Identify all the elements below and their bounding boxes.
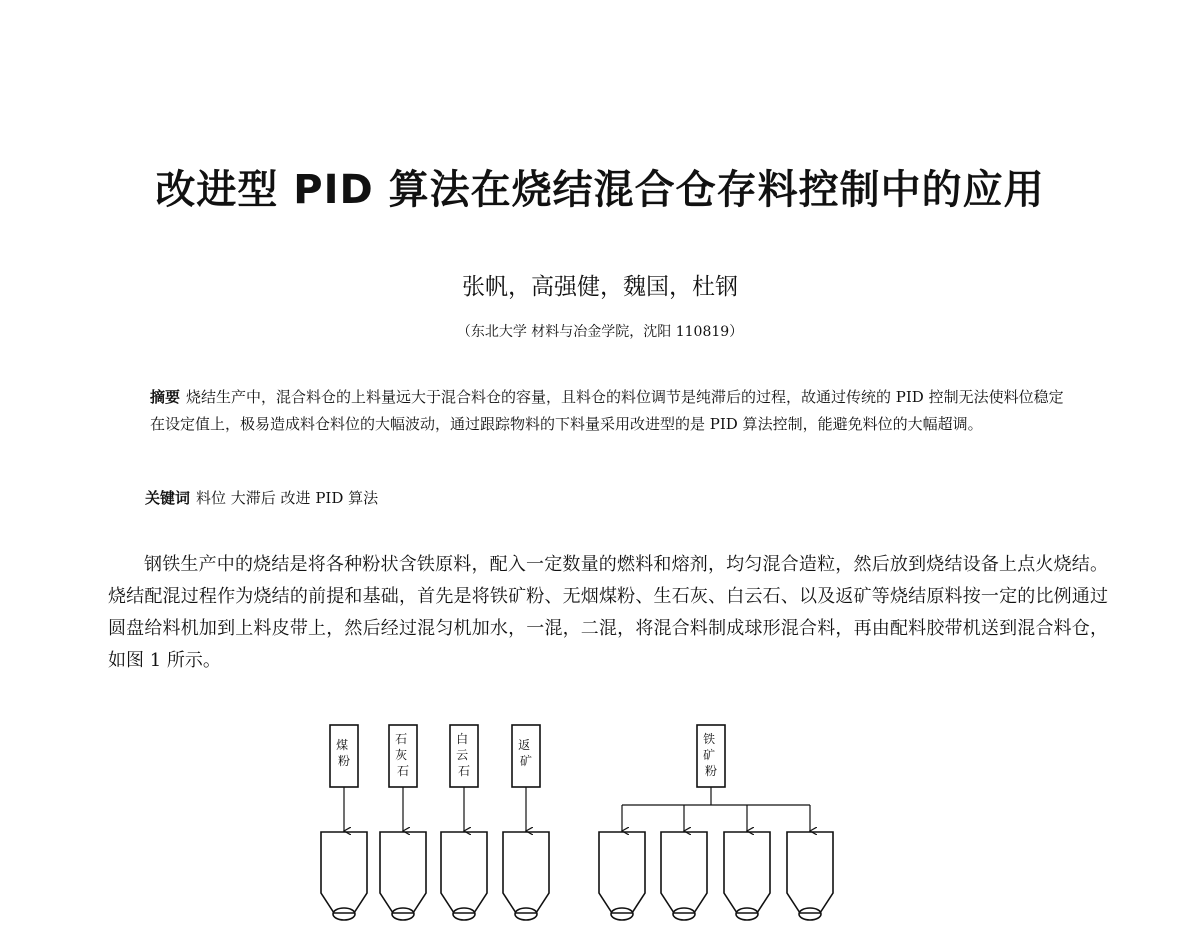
bins	[321, 832, 833, 920]
source-box-iron-ore	[697, 725, 725, 787]
keywords-text: 料位 大滞后 改进 PID 算法	[196, 489, 379, 507]
iron-ore-distribution	[622, 787, 810, 831]
figure-1	[300, 715, 860, 930]
source-box-dolomite	[450, 725, 478, 787]
bin-6	[661, 832, 707, 920]
bin-1	[321, 832, 367, 920]
source-label-return-ore: 返 矿	[518, 738, 533, 768]
bin-7	[724, 832, 770, 920]
authors: 张帆，高强健，魏国，杜钢	[462, 274, 738, 300]
affiliation: （东北大学 材料与冶金学院，沈阳 110819）	[456, 324, 744, 340]
keywords-label: 关键词	[145, 489, 191, 507]
bin-3	[441, 832, 487, 920]
source-label-limestone: 石 灰 石	[395, 732, 410, 778]
abstract	[150, 384, 1070, 438]
source-label-dolomite: 白 云 石	[456, 732, 471, 778]
keywords	[145, 486, 1065, 510]
source-label-iron-ore: 铁 矿 粉	[703, 732, 718, 778]
page-title: 改进型 PID 算法在烧结混合仓存料控制中的应用	[155, 167, 1045, 213]
source-box-return-ore	[512, 725, 540, 787]
bin-8	[787, 832, 833, 920]
source-box-coal	[330, 725, 358, 787]
source-box-limestone	[389, 725, 417, 787]
bin-2	[380, 832, 426, 920]
abstract-text: 烧结生产中，混合料仓的上料量远大于混合料仓的容量，且料仓的料位调节是纯滞后的过程，故通过传统的 PID 控制无法使料位稳定在设定值上，极易造成料仓料位的大幅波动，通过跟踪物料的下料量采用改进型的是 PID 算法控制，能避免料位的大幅超调。	[150, 388, 1064, 433]
material-flow-diagram	[300, 715, 860, 926]
abstract-label: 摘要	[150, 388, 181, 406]
bin-4	[503, 832, 549, 920]
body-paragraph: 钢铁生产中的烧结是将各种粉状含铁原料，配入一定数量的燃料和熔剂，均匀混合造粒，然后放到烧结设备上点火烧结。烧结配混过程作为烧结的前提和基础，首先是将铁矿粉、无烟煤粉、生石灰、白云石、以及返矿等烧结原料按一定的比例通过圆盘给料机加到上料皮带上，然后经过混匀机加水，一混，二混，将混合料制成球形混合料，再由配料胶带机送到混合料仓，如图 1 所示。	[108, 554, 1108, 671]
source-label-coal: 煤 粉	[336, 738, 351, 768]
feed-arrows-left	[344, 787, 526, 831]
bin-5	[599, 832, 645, 920]
